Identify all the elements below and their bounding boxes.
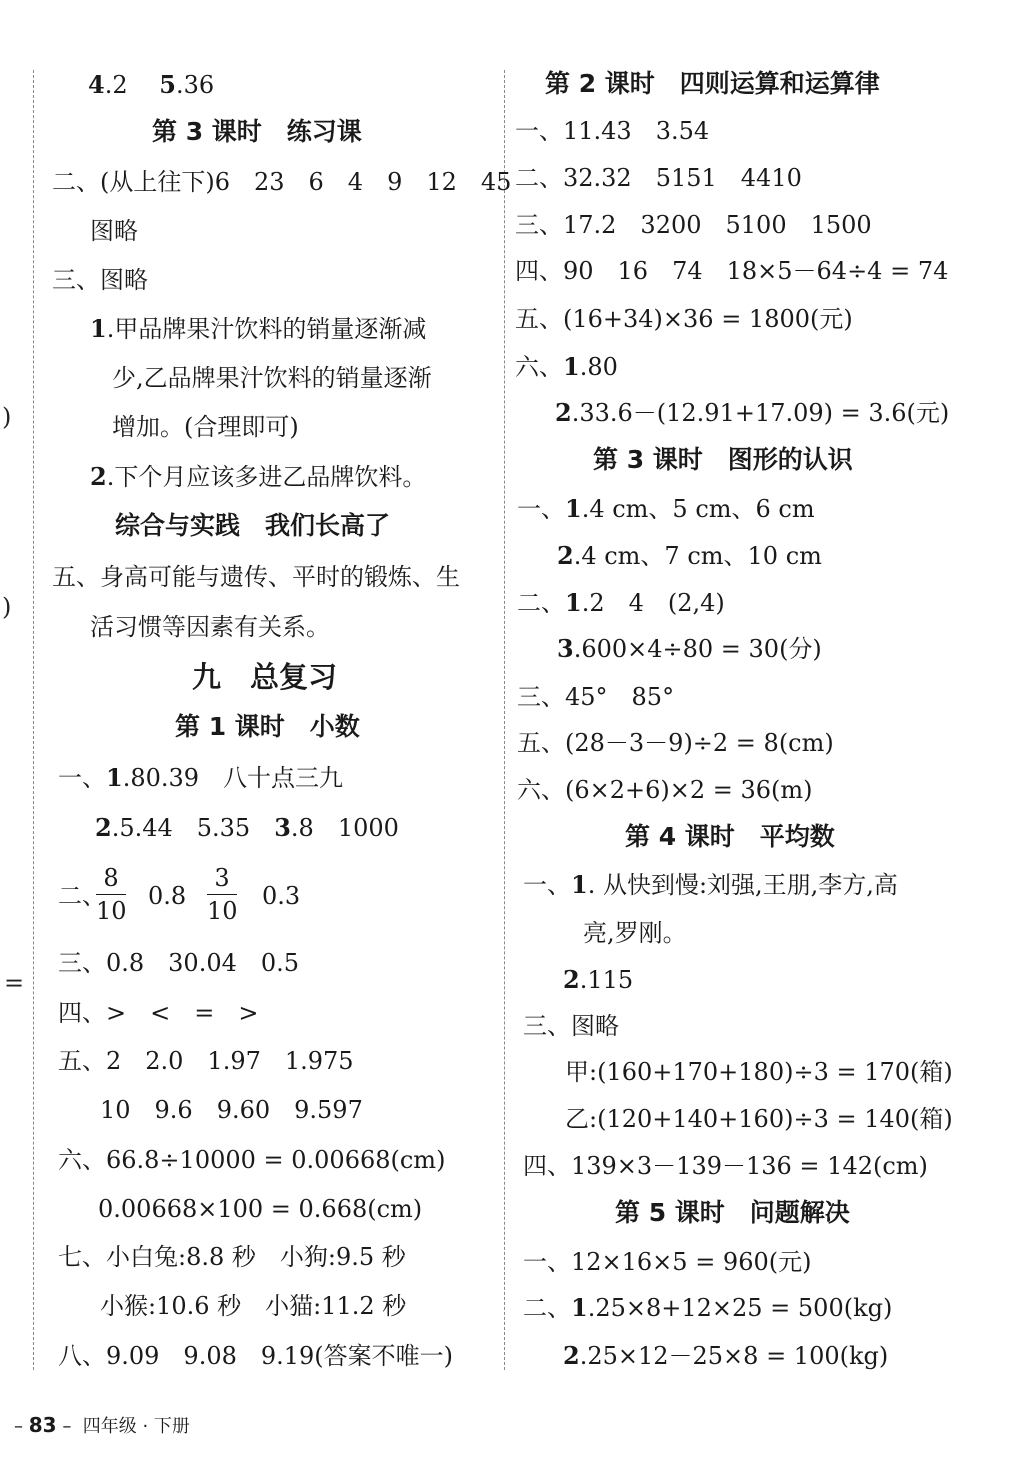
answer-line-prefix: 二、 <box>58 882 106 910</box>
section-heading: 综合与实践 我们长高了 <box>115 511 391 540</box>
answer-line: 2.25×12－25×8 = 100(kg) <box>563 1341 889 1370</box>
page-footer <box>14 1414 190 1438</box>
answer-line: 二、1.25×8+12×25 = 500(kg) <box>523 1293 893 1322</box>
answer-line: 五、(28－3－9)÷2 = 8(cm) <box>517 729 834 757</box>
answer-line: 五、(16+34)×36 = 1800(元) <box>515 305 853 333</box>
answer-line: 四、139×3－139－136 = 142(cm) <box>523 1152 928 1180</box>
section-heading: 第 4 课时 平均数 <box>625 822 835 851</box>
answer-line: 一、1. 从快到慢:刘强,王朋,李方,高 <box>523 870 898 899</box>
answer-line: 三、图略 <box>52 266 148 294</box>
answer-line: 亮,罗刚。 <box>583 919 687 947</box>
answer-line: 小猴:10.6 秒 小猫:11.2 秒 <box>100 1292 407 1320</box>
answer-line: 六、1.80 <box>515 352 618 381</box>
section-heading: 第 3 课时 图形的认识 <box>593 445 853 474</box>
answer-value: 0.8 <box>148 882 187 910</box>
margin-mark: ) <box>2 403 12 431</box>
answer-line: 二、1.2 4 (2,4) <box>517 588 725 617</box>
grade-label: 四年级 · 下册 <box>82 1416 190 1437</box>
answer-line: 甲:(160+170+180)÷3 = 170(箱) <box>565 1058 953 1086</box>
answer-line: 一、1.80.39 八十点三九 <box>58 763 344 792</box>
answer-line: 四、> < = > <box>58 999 259 1027</box>
answer-line: 少,乙品牌果汁饮料的销量逐渐 <box>112 364 432 392</box>
fraction-numerator: 3 <box>214 864 230 892</box>
fraction-bar <box>207 894 237 895</box>
footer-dash: – <box>14 1416 23 1437</box>
answer-line: 三、图略 <box>523 1012 619 1040</box>
answer-line: 乙:(120+140+160)÷3 = 140(箱) <box>565 1105 953 1133</box>
answer-line: 0.00668×100 = 0.668(cm) <box>98 1195 423 1223</box>
answer-line: 1.甲品牌果汁饮料的销量逐渐减 <box>90 314 427 343</box>
answer-line: 图略 <box>90 217 138 245</box>
answer-line: 六、(6×2+6)×2 = 36(m) <box>517 776 813 804</box>
section-heading: 第 3 课时 练习课 <box>152 117 362 146</box>
fraction-denominator: 10 <box>207 897 238 925</box>
answer-line: 3.600×4÷80 = 30(分) <box>557 634 822 663</box>
margin-mark: ) <box>2 593 12 621</box>
answer-line: 2.115 <box>563 965 634 994</box>
answer-line: 三、0.8 30.04 0.5 <box>58 949 300 977</box>
answer-line: 10 9.6 9.60 9.597 <box>100 1096 363 1124</box>
answer-line: 一、1.4 cm、5 cm、6 cm <box>517 494 815 523</box>
answer-line: 增加。(合理即可) <box>112 413 299 441</box>
fraction-bar <box>96 894 126 895</box>
answer-line: 四、90 16 74 18×5－64÷4 = 74 <box>515 257 949 285</box>
fraction-denominator: 10 <box>96 897 127 925</box>
page-number: 83 <box>28 1413 57 1437</box>
answer-line: 三、17.2 3200 5100 1500 <box>515 211 872 239</box>
answer-line: 七、小白兔:8.8 秒 小狗:9.5 秒 <box>58 1243 406 1271</box>
answer-line: 八、9.09 9.08 9.19(答案不唯一) <box>58 1342 454 1370</box>
section-heading: 第 5 课时 问题解决 <box>615 1198 850 1227</box>
section-heading: 第 1 课时 小数 <box>175 712 360 741</box>
answer-line: 2.5.44 5.35 3.8 1000 <box>95 813 399 842</box>
section-heading: 第 2 课时 四则运算和运算律 <box>545 69 880 98</box>
answer-line: 二、32.32 5151 4410 <box>515 164 802 192</box>
answer-line: 五、身高可能与遗传、平时的锻炼、生 <box>52 563 460 591</box>
margin-mark: = <box>4 969 25 997</box>
answer-line: 二、(从上往下)6 23 6 4 9 12 45 <box>52 168 512 196</box>
answer-line: 2.下个月应该多进乙品牌饮料。 <box>90 462 427 491</box>
fraction <box>96 865 126 924</box>
answer-line: 活习惯等因素有关系。 <box>90 613 330 641</box>
fraction-numerator: 8 <box>103 864 119 892</box>
left-column <box>0 0 512 1474</box>
answer-line: 一、11.43 3.54 <box>515 117 710 145</box>
answer-line: 2.33.6－(12.91+17.09) = 3.6(元) <box>555 398 950 427</box>
answer-line: 三、45° 85° <box>517 683 675 711</box>
footer-dash: – <box>62 1416 72 1437</box>
fraction <box>207 865 237 924</box>
answer-line: 六、66.8÷10000 = 0.00668(cm) <box>58 1146 446 1174</box>
answer-line: 五、2 2.0 1.97 1.975 <box>58 1047 354 1075</box>
answer-value: 0.3 <box>262 882 301 910</box>
answer-line: 4.2 5.36 <box>88 70 215 99</box>
answer-line: 2.4 cm、7 cm、10 cm <box>557 541 822 570</box>
chapter-heading: 九 总复习 <box>192 660 338 694</box>
right-column <box>505 0 1025 1474</box>
answer-line: 一、12×16×5 = 960(元) <box>523 1248 812 1276</box>
